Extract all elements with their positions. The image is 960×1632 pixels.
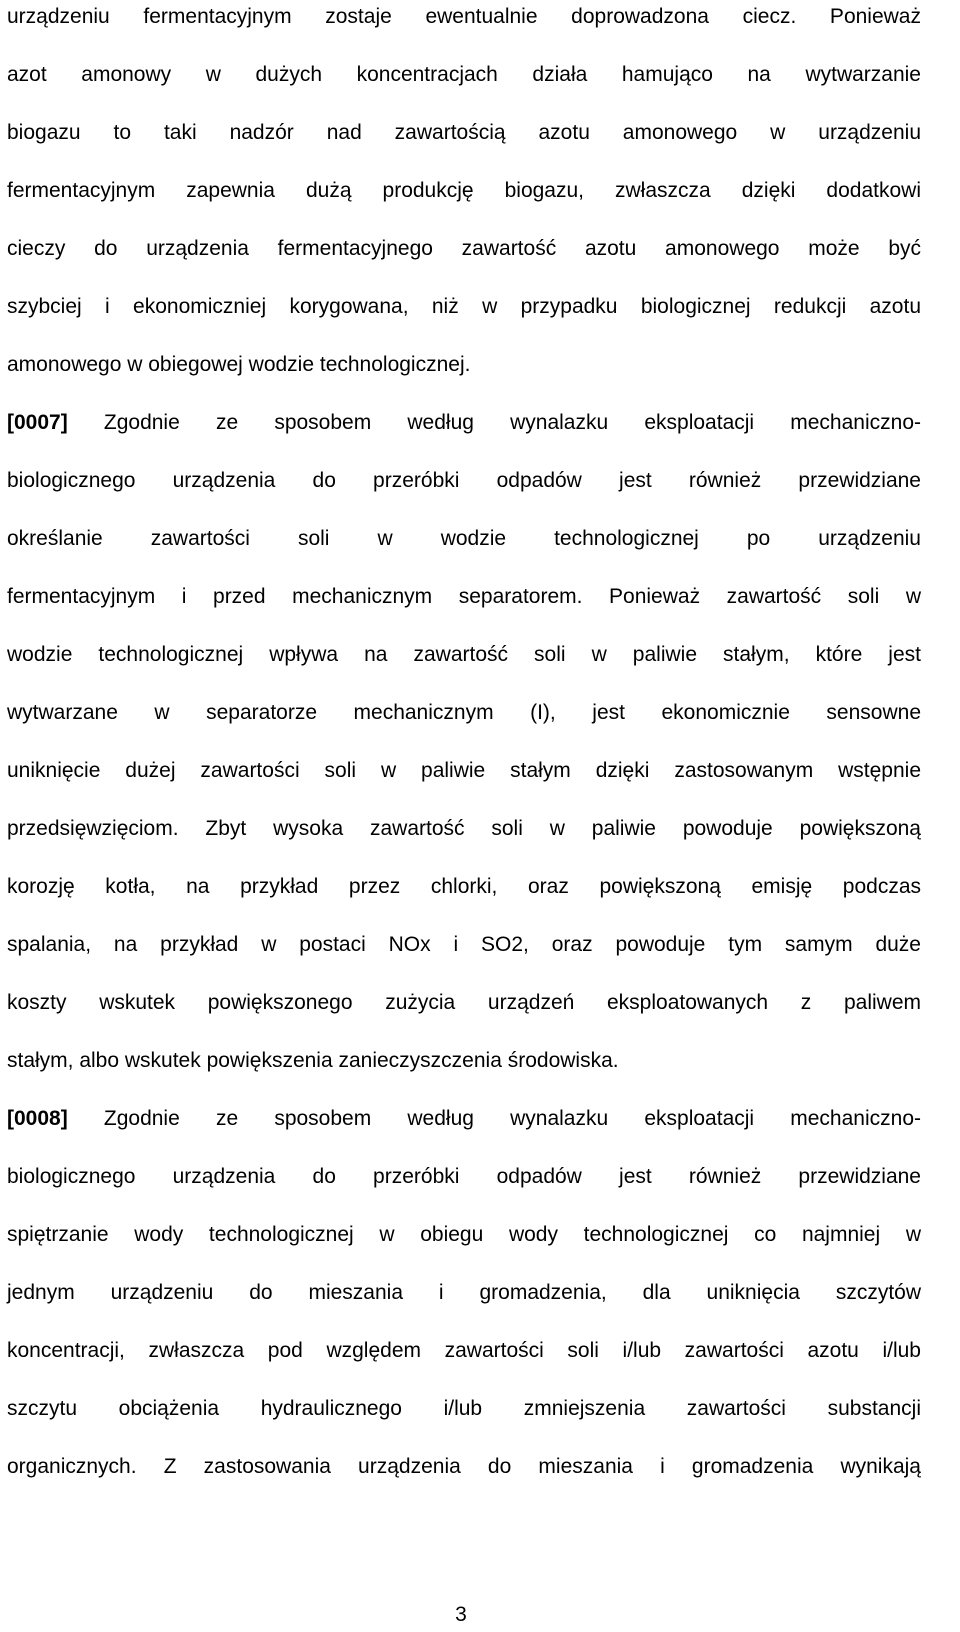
paragraph-first-line <box>7 1105 921 1133</box>
text-line: korozję kotła, na przykład przez chlorki, oraz powiększoną emisję podczas <box>7 875 921 898</box>
text-line: koncentracji, zwłaszcza pod względem zawartości soli i/lub zawartości azotu i/lub <box>7 1339 921 1362</box>
text-line: szczytu obciążenia hydraulicznego i/lub zmniejszenia zawartości substancji <box>7 1397 921 1420</box>
text-line: określanie zawartości soli w wodzie technologicznej po urządzeniu <box>7 527 921 550</box>
text-line: stałym, albo wskutek powiększenia zanieczyszczenia środowiska. <box>7 1049 619 1072</box>
text-line: azot amonowy w dużych koncentracjach działa hamująco na wytwarzanie <box>7 63 921 86</box>
text-line: organicznych. Z zastosowania urządzenia do mieszania i gromadzenia wynikają <box>7 1455 921 1478</box>
text-line: wodzie technologicznej wpływa na zawartość soli w paliwie stałym, które jest <box>7 643 921 666</box>
text-line: koszty wskutek powiększonego zużycia urządzeń eksploatowanych z paliwem <box>7 991 921 1014</box>
paragraph-number: [0007] <box>7 411 68 434</box>
text-line: przedsięwzięciom. Zbyt wysoka zawartość soli w paliwie powoduje powiększoną <box>7 817 921 840</box>
text-line: urządzeniu fermentacyjnym zostaje ewentualnie doprowadzona ciecz. Ponieważ <box>7 5 921 28</box>
text-line: amonowego w obiegowej wodzie technologicznej. <box>7 353 471 376</box>
text-line: cieczy do urządzenia fermentacyjnego zawartość azotu amonowego może być <box>7 237 921 260</box>
text-line: biogazu to taki nadzór nad zawartością azotu amonowego w urządzeniu <box>7 121 921 144</box>
text-line: szybciej i ekonomiczniej korygowana, niż w przypadku biologicznej redukcji azotu <box>7 295 921 318</box>
text-line: biologicznego urządzenia do przeróbki odpadów jest również przewidziane <box>7 469 921 492</box>
paragraph-number: [0008] <box>7 1107 68 1130</box>
text-line: uniknięcie dużej zawartości soli w paliwie stałym dzięki zastosowanym wstępnie <box>7 759 921 782</box>
text-line: spiętrzanie wody technologicznej w obiegu wody technologicznej co najmniej w <box>7 1223 921 1246</box>
page-number: 3 <box>455 1603 467 1626</box>
paragraph-first-line <box>7 409 921 437</box>
text-line: jednym urządzeniu do mieszania i gromadzenia, dla uniknięcia szczytów <box>7 1281 921 1304</box>
text-line: fermentacyjnym i przed mechanicznym separatorem. Ponieważ zawartość soli w <box>7 585 921 608</box>
text-line: biologicznego urządzenia do przeróbki odpadów jest również przewidziane <box>7 1165 921 1188</box>
text-line: spalania, na przykład w postaci NOx i SO2, oraz powoduje tym samym duże <box>7 933 921 956</box>
text-line-rest: Zgodnie ze sposobem według wynalazku eksploatacji mechaniczno- <box>67 411 921 434</box>
text-line: fermentacyjnym zapewnia dużą produkcję biogazu, zwłaszcza dzięki dodatkowi <box>7 179 921 202</box>
text-line: wytwarzane w separatorze mechanicznym (I), jest ekonomicznie sensowne <box>7 701 921 724</box>
text-line-rest: Zgodnie ze sposobem według wynalazku eksploatacji mechaniczno- <box>67 1107 921 1130</box>
